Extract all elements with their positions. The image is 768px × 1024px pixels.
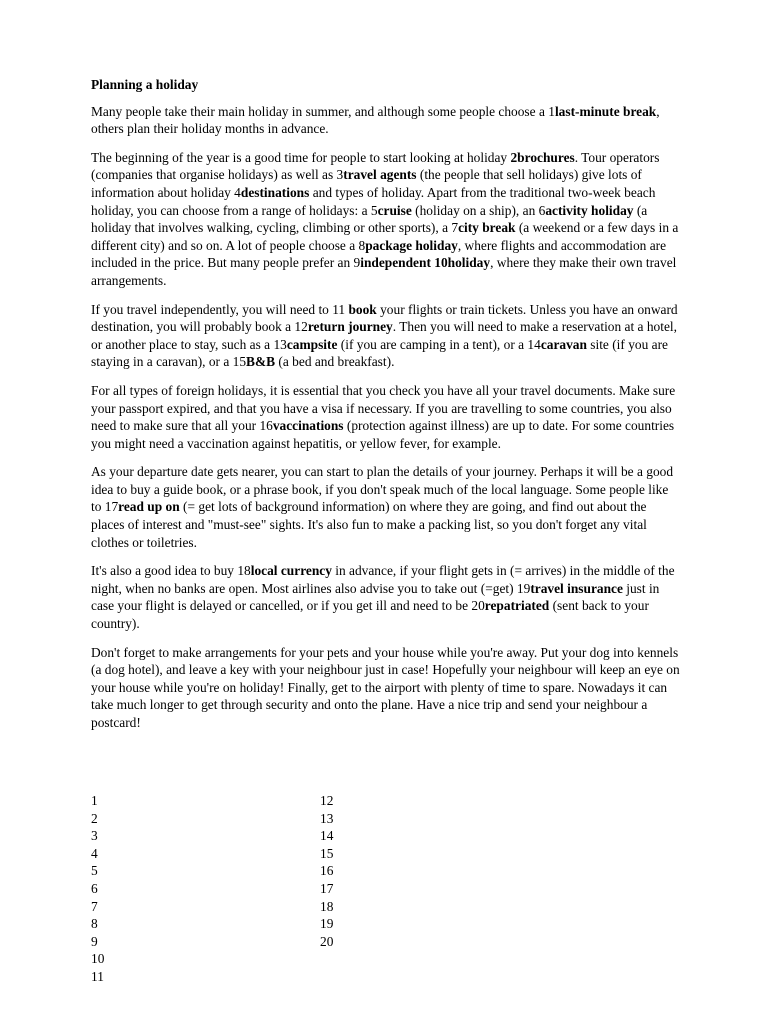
answer-number: 18: [320, 898, 334, 914]
answer-number: 6: [91, 880, 98, 896]
paragraph-text: (protection against illness) are up to date. For some countries you might need a vaccination against hepatitis, or yellow fever, for example.: [91, 418, 675, 451]
answer-number: 8: [91, 916, 98, 932]
answer-number: 14: [320, 828, 334, 844]
paragraph: [91, 103, 681, 138]
paragraph-text: (holiday on a ship), an 6: [411, 202, 546, 218]
paragraph-text: , others plan their holiday months in advance.: [91, 103, 660, 137]
paragraph-text: It's also a good idea to buy 18: [91, 563, 251, 579]
paragraph-container: [91, 103, 681, 732]
paragraph: [91, 463, 681, 551]
answer-number: 12: [320, 793, 334, 808]
answer-number: 5: [91, 863, 98, 879]
vocabulary-term: destinations: [240, 184, 310, 200]
numbers-column-right: [320, 792, 333, 950]
paragraph-text: (a weekend or a few days in a different city) and so on. A lot of people choose a 8: [91, 220, 679, 253]
answer-number: 9: [91, 933, 98, 949]
vocabulary-term: campsite: [286, 336, 338, 352]
paragraph-text: (the people that sell holidays) give lots of information about holiday 4: [91, 167, 642, 200]
paragraph-text: Many people take their main holiday in summer, and although some people choose a 1: [91, 103, 555, 119]
paragraph-text: in advance, if your flight gets in (= arrives) in the middle of the night, when no banks are open. Most airlines also advise you to take out (=get) 19: [91, 563, 675, 596]
answer-number: 15: [320, 845, 334, 861]
vocabulary-term: activity holiday: [545, 202, 634, 218]
paragraph-text: (if you are camping in a tent), or a 14: [337, 336, 541, 352]
answer-number: 3: [91, 828, 98, 844]
paragraph-text: As your departure date gets nearer, you can start to plan the details of your journey. Perhaps it will be a good idea to buy a guide book, or a phrase book, if you don't speak much of the local language. Some people like to 17: [91, 464, 674, 515]
paragraph-text: and types of holiday. Apart from the traditional two-week beach holiday, you can choose from a range of holidays: a 5: [91, 184, 656, 218]
document-title: Planning a holiday: [91, 77, 199, 92]
paragraph: [91, 644, 681, 732]
answer-number: 17: [320, 880, 334, 896]
paragraph-text: site (if you are staying in a caravan), or a 15: [91, 336, 668, 370]
paragraph: [91, 562, 681, 632]
vocabulary-term: book: [348, 301, 377, 317]
paragraph-text: just in case your flight is delayed or cancelled, or if you get ill and need to be 20: [91, 580, 660, 614]
document-body: [91, 76, 681, 743]
paragraph-text: Don't forget to make arrangements for your pets and your house while you're away. Put your dog into kennels (a dog hotel), and leave a key with your neighbour just in case! Hopefully your neighbour will keep an eye on your house while you're on holiday! Finally, get to the airport with plenty of time to spare. Nowadays it can take much longer to get through security and onto the plane. Have a nice trip and send your neighbour a postcard!: [91, 644, 680, 730]
answer-number: 20: [320, 933, 334, 949]
vocabulary-term: B&B: [246, 354, 276, 370]
paragraph-text: For all types of foreign holidays, it is essential that you check you have all your travel documents. Make sure your passport expired, and that you have a visa if necessary. If you are travelling to some countries, you also need to make sure that all your 16: [91, 382, 676, 434]
vocabulary-term: independent 10holiday: [360, 255, 491, 271]
vocabulary-term: return journey: [307, 319, 393, 335]
vocabulary-term: 2brochures: [510, 149, 575, 165]
paragraph-text: . Tour operators (companies that organise holidays) as well as 3: [91, 149, 660, 183]
vocabulary-term: travel agents: [343, 167, 417, 183]
paragraph-text: (a holiday that involves walking, cycling, climbing or other sports), a 7: [91, 202, 648, 236]
answer-number: 2: [91, 810, 98, 826]
vocabulary-term: repatriated: [484, 598, 550, 614]
paragraph-text: (sent back to your country).: [91, 598, 649, 632]
answer-number: 11: [91, 968, 104, 984]
paragraph-text: your flights or train tickets. Unless you have an onward destination, you will probably book a 12: [91, 301, 678, 335]
paragraph-text: , where they make their own travel arrangements.: [91, 255, 677, 288]
answer-number: 4: [91, 845, 98, 861]
answer-number: 13: [320, 810, 334, 826]
paragraph-text: . Then you will need to make a reservation at a hotel, or another place to stay, such as a 13: [91, 319, 677, 352]
paragraph: [91, 301, 681, 371]
vocabulary-term: city break: [458, 220, 516, 236]
answer-number: 16: [320, 863, 334, 879]
vocabulary-term: read up on: [118, 499, 180, 515]
vocabulary-term: vaccinations: [272, 418, 344, 434]
paragraph: [91, 149, 681, 290]
paragraph-text: , where flights and accommodation are included in the price. But many people prefer an 9: [91, 237, 667, 271]
vocabulary-term: package holiday: [365, 237, 458, 253]
vocabulary-term: caravan: [540, 336, 587, 352]
vocabulary-term: local currency: [250, 563, 332, 579]
vocabulary-term: last-minute break: [554, 103, 657, 119]
vocabulary-term: travel insurance: [530, 580, 623, 596]
paragraph-text: The beginning of the year is a good time for people to start looking at holiday: [91, 149, 511, 165]
answer-number: 1: [91, 793, 98, 808]
numbers-column-left: [91, 792, 104, 986]
answer-number: 7: [91, 898, 98, 914]
vocabulary-term: cruise: [377, 202, 412, 218]
paragraph-text: (= get lots of background information) on where they are going, and find out about the places of interest and "must-see" sights. It's also fun to make a packing list, so you don't forget any vital clothes or toiletries.: [91, 499, 647, 550]
answer-number: 19: [320, 916, 334, 932]
paragraph-text: If you travel independently, you will need to 11: [91, 301, 349, 317]
paragraph-text: (a bed and breakfast).: [275, 354, 395, 370]
paragraph: [91, 382, 681, 452]
answer-number: 10: [91, 951, 105, 967]
